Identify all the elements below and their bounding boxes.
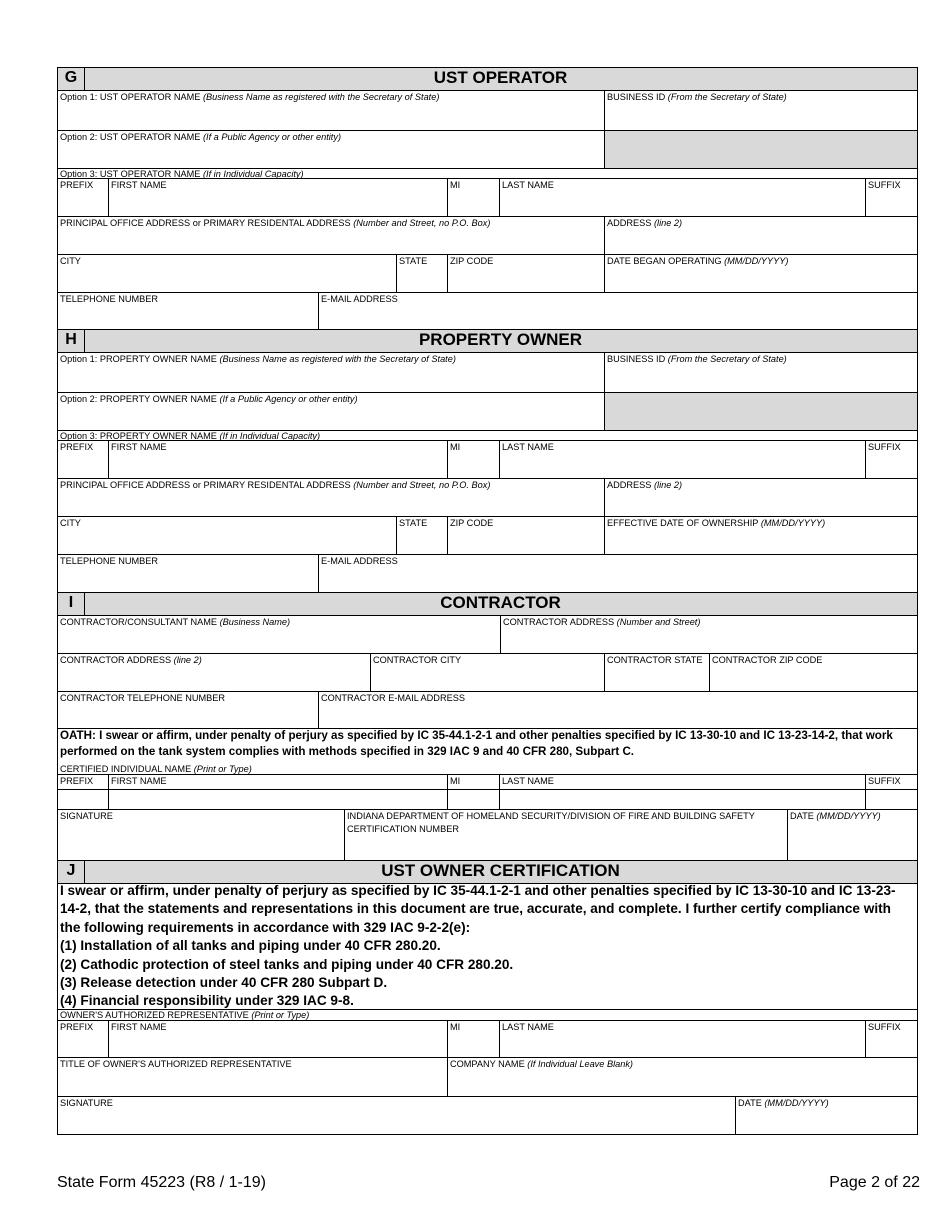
operator-name-option1-field[interactable] [59,104,603,129]
certification-text: I swear or affirm, under penalty of perjury as specified by IC 35-44.1-2-1 and other penalties specified by IC 13-30-10 and IC 13-23-14-2, that the statements and representations in this document are true, accurate, and complete. I further certify compliance with the following requirements in accordance with 329 IAC 9-2-2(e): [60,883,896,935]
city-label: CITY [60,256,81,266]
last-name-label: LAST NAME [502,776,554,786]
city-field[interactable] [59,529,395,553]
last-name-label: LAST NAME [502,1022,554,1032]
zip-label: ZIP CODE [450,518,494,528]
email-field[interactable] [319,305,917,329]
section-i-header [58,593,917,616]
section-g-header [58,68,917,91]
page-number: Page 2 of 22 [829,1174,920,1191]
section-letter: G [58,68,85,90]
contractor-address-label: CONTRACTOR ADDRESS (Number and Street) [503,617,701,627]
mi-label: MI [450,180,461,190]
prefix-label: PREFIX [60,180,94,190]
section-j-ust-owner-certification [57,861,918,1135]
date-field[interactable] [788,822,917,860]
certified-individual-label: CERTIFIED INDIVIDUAL NAME (Print or Type) [60,764,252,774]
section-title: UST OPERATOR [433,68,568,87]
requirement-4: (4) Financial responsibility under 329 IAC 9-8. [60,993,354,1009]
section-g-ust-operator [57,67,918,330]
effective-date-field[interactable] [605,529,917,553]
effective-date-label: EFFECTIVE DATE OF OWNERSHIP (MM/DD/YYYY) [607,518,826,528]
section-h-header [58,330,917,353]
signature-field[interactable] [59,822,343,860]
last-name-field[interactable] [500,453,864,477]
owner-name-option2-label: Option 2: PROPERTY OWNER NAME (If a Public Agency or other entity) [60,394,358,404]
first-name-label: FIRST NAME [111,1022,167,1032]
mi-label: MI [450,776,461,786]
city-field[interactable] [59,267,395,291]
owner-certification-statement [60,882,911,1011]
contractor-city-label: CONTRACTOR CITY [373,655,462,665]
section-j-header [58,861,917,884]
date-label: DATE (MM/DD/YYYY) [738,1098,829,1108]
suffix-field[interactable] [866,191,917,215]
suffix-label: SUFFIX [868,442,901,452]
certification-number-field[interactable] [345,836,786,860]
business-id-label: BUSINESS ID (From the Secretary of State) [607,354,787,364]
mi-field[interactable] [448,1033,498,1056]
address-line2-field[interactable] [605,491,917,515]
email-label: E-MAIL ADDRESS [321,294,398,304]
telephone-label: TELEPHONE NUMBER [60,556,159,566]
contractor-name-label: CONTRACTOR/CONSULTANT NAME (Business Name) [60,617,291,627]
address-field[interactable] [59,229,603,253]
prefix-field[interactable] [59,191,107,215]
company-name-label: COMPANY NAME (If Individual Leave Blank) [450,1059,633,1069]
owner-name-option1-label: Option 1: PROPERTY OWNER NAME (Business Name as registered with the Secretary of State) [60,354,456,364]
contractor-address-line2-field[interactable] [59,666,369,690]
section-title: UST OWNER CERTIFICATION [381,861,620,880]
contractor-state-label: CONTRACTOR STATE [607,655,703,665]
last-name-field[interactable] [500,787,864,808]
authorized-representative-label: OWNER'S AUTHORIZED REPRESENTATIVE (Print or Type) [60,1010,310,1020]
last-name-field[interactable] [500,1033,864,1056]
date-label: DATE (MM/DD/YYYY) [790,811,881,821]
contractor-zip-label: CONTRACTOR ZIP CODE [712,655,823,665]
shaded-cell [604,392,917,430]
address-line2-field[interactable] [605,229,917,253]
representative-title-field[interactable] [59,1070,446,1095]
address-line2-label: ADDRESS (line 2) [607,480,683,490]
suffix-field[interactable] [866,453,917,477]
signature-field[interactable] [59,1109,734,1134]
signature-label: SIGNATURE [60,811,113,821]
prefix-label: PREFIX [60,1022,94,1032]
prefix-label: PREFIX [60,776,94,786]
prefix-field[interactable] [59,1033,107,1056]
first-name-label: FIRST NAME [111,776,167,786]
first-name-label: FIRST NAME [111,180,167,190]
section-letter: H [58,330,85,352]
state-label: STATE [399,256,428,266]
business-id-field[interactable] [605,104,917,129]
contractor-oath-text: OATH: I swear or affirm, under penalty of perjury as specified by IC 35-44.1-2-1 and other penalties specified by IC 13-30-10 and IC 13-23-14-2, that work performed on the tank system complies with methods specified in 329 IAC 9 and 40 CFR 280, Subpart C. [60,729,893,758]
state-field[interactable] [397,267,446,291]
last-name-label: LAST NAME [502,180,554,190]
mi-label: MI [450,1022,461,1032]
shaded-cell [604,130,917,168]
first-name-field[interactable] [109,1033,446,1056]
email-label: E-MAIL ADDRESS [321,556,398,566]
suffix-field[interactable] [866,1033,917,1056]
suffix-label: SUFFIX [868,1022,901,1032]
operator-name-option3-label: Option 3: UST OPERATOR NAME (If in Individual Capacity) [60,169,304,179]
suffix-label: SUFFIX [868,180,901,190]
first-name-field[interactable] [109,191,446,215]
section-h-property-owner [57,330,918,593]
zip-field[interactable] [448,529,603,553]
contractor-city-field[interactable] [371,666,603,690]
email-field[interactable] [319,567,917,591]
suffix-label: SUFFIX [868,776,901,786]
section-title: CONTRACTOR [440,593,561,612]
state-field[interactable] [397,529,446,553]
telephone-label: TELEPHONE NUMBER [60,294,159,304]
contractor-state-field[interactable] [605,666,708,690]
first-name-label: FIRST NAME [111,442,167,452]
address-label: PRINCIPAL OFFICE ADDRESS or PRIMARY RESIDENTAL ADDRESS (Number and Street, no P.O. Box) [60,480,491,490]
contractor-telephone-label: CONTRACTOR TELEPHONE NUMBER [60,693,226,703]
prefix-label: PREFIX [60,442,94,452]
signature-label: SIGNATURE [60,1098,113,1108]
section-letter: I [58,593,85,615]
section-title: PROPERTY OWNER [418,330,583,349]
last-name-label: LAST NAME [502,442,554,452]
contractor-telephone-field[interactable] [59,704,317,727]
zip-label: ZIP CODE [450,256,494,266]
form-number: State Form 45223 (R8 / 1-19) [57,1174,266,1191]
mi-field[interactable] [448,191,498,215]
date-began-operating-field[interactable] [605,267,917,291]
mi-field[interactable] [448,453,498,477]
business-id-field[interactable] [605,366,917,391]
contractor-email-field[interactable] [319,704,917,727]
operator-name-option2-field[interactable] [59,144,603,167]
contractor-zip-field[interactable] [710,666,917,690]
company-name-field[interactable] [448,1070,917,1095]
last-name-field[interactable] [500,191,864,215]
contractor-name-field[interactable] [59,628,499,652]
contractor-address-field[interactable] [501,628,917,652]
requirement-3: (3) Release detection under 40 CFR 280 Subpart D. [60,975,388,991]
address-label: PRINCIPAL OFFICE ADDRESS or PRIMARY RESIDENTAL ADDRESS (Number and Street, no P.O. Box) [60,218,491,228]
address-line2-label: ADDRESS (line 2) [607,218,683,228]
owner-name-option2-field[interactable] [59,406,603,429]
telephone-field[interactable] [59,567,317,591]
contractor-email-label: CONTRACTOR E-MAIL ADDRESS [321,693,465,703]
suffix-field[interactable] [866,787,917,808]
date-began-operating-label: DATE BEGAN OPERATING (MM/DD/YYYY) [607,256,789,266]
section-i-contractor [57,593,918,861]
requirement-1: (1) Installation of all tanks and piping under 40 CFR 280.20. [60,938,441,954]
requirement-2: (2) Cathodic protection of steel tanks and piping under 40 CFR 280.20. [60,956,514,972]
mi-label: MI [450,442,461,452]
telephone-field[interactable] [59,305,317,329]
owner-name-option1-field[interactable] [59,366,603,391]
certification-number-label-line1: INDIANA DEPARTMENT OF HOMELAND SECURITY/DIVISION OF FIRE AND BUILDING SAFETY [347,811,755,821]
prefix-field[interactable] [59,453,107,477]
mi-field[interactable] [448,787,498,808]
first-name-field[interactable] [109,787,446,808]
state-label: STATE [399,518,428,528]
date-field[interactable] [736,1109,917,1134]
representative-title-label: TITLE OF OWNER'S AUTHORIZED REPRESENTATIVE [60,1059,292,1069]
prefix-field[interactable] [59,787,107,808]
owner-name-option3-label: Option 3: PROPERTY OWNER NAME (If in Individual Capacity) [60,431,321,441]
business-id-label: BUSINESS ID (From the Secretary of State) [607,92,787,102]
zip-field[interactable] [448,267,603,291]
section-letter: J [58,861,85,883]
certification-number-label-line2: CERTIFICATION NUMBER [347,824,459,834]
operator-name-option2-label: Option 2: UST OPERATOR NAME (If a Public Agency or other entity) [60,132,342,142]
operator-name-option1-label: Option 1: UST OPERATOR NAME (Business Name as registered with the Secretary of State) [60,92,440,102]
contractor-address-line2-label: CONTRACTOR ADDRESS (line 2) [60,655,202,665]
address-field[interactable] [59,491,603,515]
city-label: CITY [60,518,81,528]
first-name-field[interactable] [109,453,446,477]
